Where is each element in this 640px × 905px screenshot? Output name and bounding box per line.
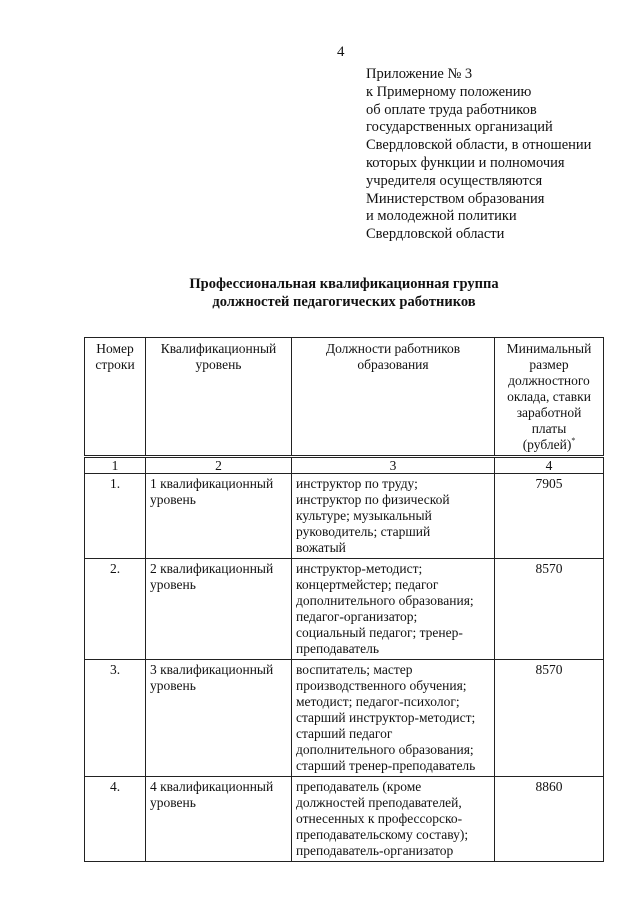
column-number: 4 [495, 457, 604, 474]
row-positions [292, 474, 495, 559]
table-row [85, 474, 604, 559]
level-text: уровень [150, 678, 196, 693]
header-text: строки [95, 357, 135, 372]
appendix-line: и молодежной политики [366, 208, 517, 225]
column-number: 3 [292, 457, 495, 474]
level-text: уровень [150, 577, 196, 592]
header-amount [495, 338, 604, 457]
header-text: платы [531, 421, 567, 436]
appendix-line: государственных организаций [366, 119, 553, 136]
table-header-row [85, 338, 604, 457]
appendix-line: к Примерному положению [366, 83, 532, 100]
table-row [85, 660, 604, 777]
position-text: старший педагог [296, 726, 393, 741]
appendix-heading [366, 66, 616, 244]
position-text: производственного обучения; [296, 678, 467, 693]
header-text-last [499, 437, 599, 453]
row-positions [292, 777, 495, 862]
header-text: размер [529, 357, 569, 372]
position-text: руководитель; старший [296, 524, 431, 539]
title-line: Профессиональная квалификационная группа [189, 276, 499, 292]
table-row [85, 559, 604, 660]
appendix-line: которых функции и полномочия [366, 154, 565, 171]
header-text: заработной [516, 405, 582, 420]
position-text: преподаватель [296, 641, 380, 656]
position-text: инструктор по труду; [296, 476, 418, 491]
position-text: преподаватель (кроме [296, 779, 422, 794]
row-level [146, 474, 292, 559]
position-text: старший тренер-преподаватель [296, 758, 476, 773]
row-number: 2. [85, 559, 146, 660]
position-text: инструктор по физической [296, 492, 450, 507]
position-text: социальный педагог; тренер- [296, 625, 463, 640]
row-amount: 7905 [495, 474, 604, 559]
row-level [146, 777, 292, 862]
row-positions [292, 559, 495, 660]
header-text: должностного [508, 373, 590, 388]
row-amount: 8860 [495, 777, 604, 862]
header-positions [292, 338, 495, 457]
position-text: инструктор-методист; [296, 561, 423, 576]
row-number: 3. [85, 660, 146, 777]
row-level [146, 660, 292, 777]
row-amount: 8570 [495, 660, 604, 777]
header-level [146, 338, 292, 457]
row-positions [292, 660, 495, 777]
position-text: отнесенных к профессорско- [296, 811, 463, 826]
header-text: Квалификационный [160, 341, 277, 356]
position-text: должностей преподавателей, [296, 795, 462, 810]
level-text: уровень [150, 795, 196, 810]
level-text: 1 квалификационный [150, 476, 274, 491]
column-number: 1 [85, 457, 146, 474]
header-text: Должности работников [325, 341, 461, 356]
document-title [84, 276, 604, 311]
column-number: 2 [146, 457, 292, 474]
title-line: должностей педагогических работников [212, 293, 476, 310]
level-text: уровень [150, 492, 196, 507]
header-text: уровень [195, 357, 242, 372]
position-text: педагог-организатор; [296, 609, 418, 624]
qualification-table [84, 337, 604, 862]
column-number-row [85, 457, 604, 474]
page-number: 4 [337, 44, 345, 60]
table-row [85, 777, 604, 862]
position-text: преподавательскому составу); [296, 827, 469, 842]
header-text: оклада, ставки [507, 389, 591, 404]
footnote-mark: * [571, 436, 576, 445]
header-number [85, 338, 146, 457]
position-text: методист; педагог-психолог; [296, 694, 460, 709]
header-text: Номер [96, 341, 134, 356]
row-level [146, 559, 292, 660]
appendix-line: Свердловской области [366, 226, 505, 243]
level-text: 2 квалификационный [150, 561, 274, 576]
position-text: дополнительного образования; [296, 593, 474, 608]
header-text: образования [357, 357, 429, 372]
position-text: вожатый [296, 540, 346, 555]
row-number: 4. [85, 777, 146, 862]
position-text: концертмейстер; педагог [296, 577, 439, 592]
row-amount: 8570 [495, 559, 604, 660]
appendix-line: учредителя осуществляются [366, 172, 543, 189]
appendix-line: об оплате труда работников [366, 101, 537, 118]
row-number: 1. [85, 474, 146, 559]
header-text: Минимальный [506, 341, 592, 356]
position-text: воспитатель; мастер [296, 662, 413, 677]
position-text: старший инструктор-методист; [296, 710, 476, 725]
position-text: культуре; музыкальный [296, 508, 432, 523]
level-text: 3 квалификационный [150, 662, 274, 677]
appendix-line: Приложение № 3 [366, 66, 473, 82]
position-text: преподаватель-организатор [296, 843, 454, 858]
appendix-line: Министерством образования [366, 190, 545, 207]
appendix-line: Свердловской области, в отношении [366, 137, 592, 154]
header-text: (рублей) [522, 437, 572, 452]
level-text: 4 квалификационный [150, 779, 274, 794]
position-text: дополнительного образования; [296, 742, 474, 757]
